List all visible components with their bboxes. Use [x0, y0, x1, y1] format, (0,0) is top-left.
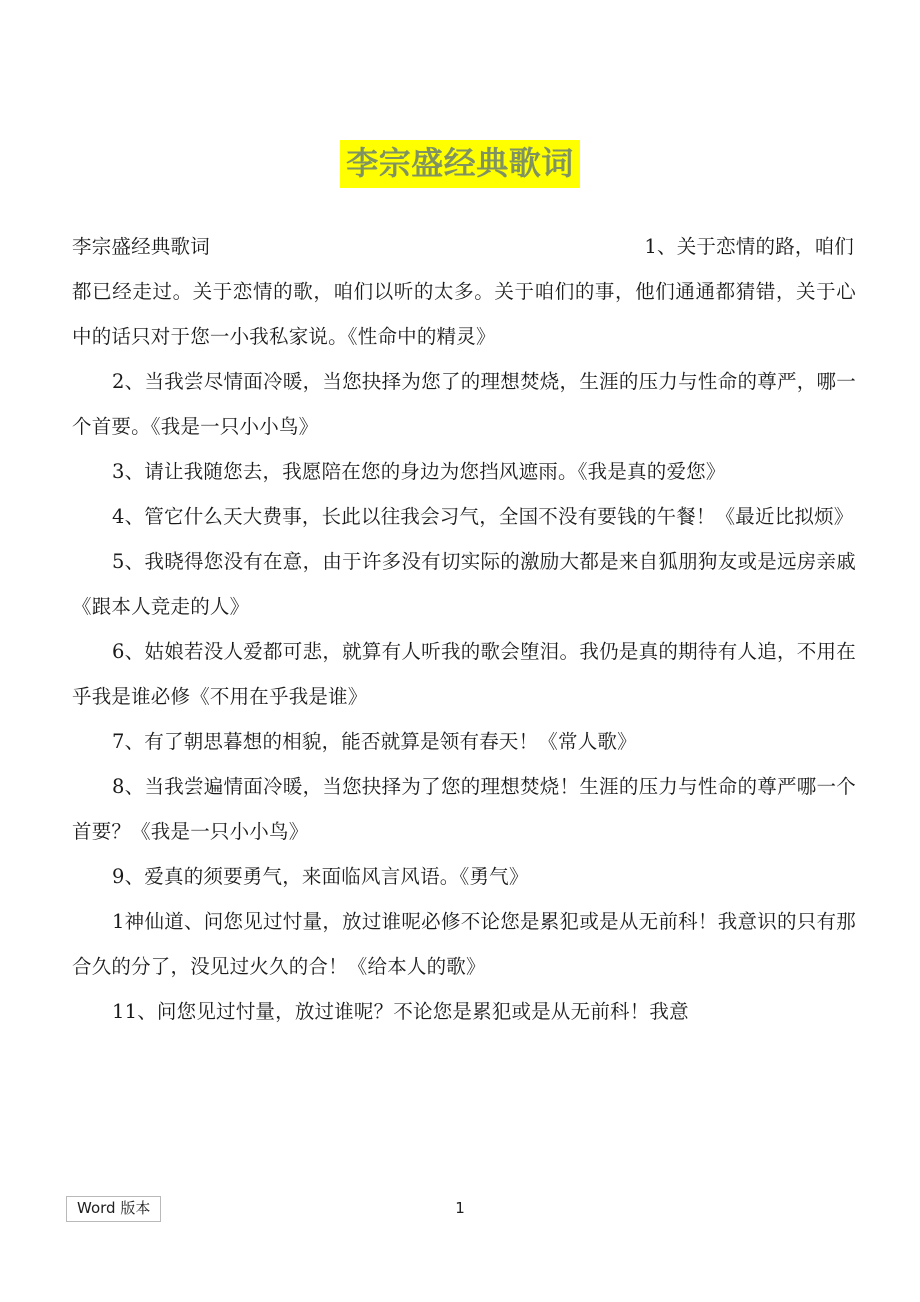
footer-word-version-label: Word 版本: [66, 1196, 161, 1222]
paragraph-continuation: 都已经走过。关于恋情的歌，咱们以听的太多。关于咱们的事，他们通通都猜错，关于心中的话只对于您一小我私家说。《性命中的精灵》: [72, 280, 856, 348]
lyric-item-2: 2、当我尝尽情面冷暖，当您抉择为您了的理想焚烧，生涯的压力与性命的尊严，哪一个首要。《我是一只小小鸟》: [72, 370, 856, 438]
lyric-item-6: 6、姑娘若没人爱都可悲，就算有人听我的歌会堕泪。我仍是真的期待有人追，不用在乎我是谁必修《不用在乎我是谁》: [72, 640, 856, 708]
lyric-item-9: 9、爱真的须要勇气，来面临风言风语。《勇气》: [112, 865, 529, 888]
page-title: 李宗盛经典歌词: [340, 140, 580, 188]
document-body: [72, 224, 856, 1034]
footer-page-number: 1: [455, 1199, 465, 1217]
page-title-container: [0, 140, 920, 188]
first-line-row: [72, 224, 856, 269]
lyric-item-5: 5、我晓得您没有在意，由于许多没有切实际的激励大都是来自狐朋狗友或是远房亲戚《跟本人竞走的人》: [72, 550, 856, 618]
lyric-item-7: 7、有了朝思暮想的相貌，能否就算是领有春天！《常人歌》: [112, 730, 637, 753]
lyric-item-11: 11、问您见过忖量，放过谁呢？不论您是累犯或是从无前科！我意: [112, 1000, 689, 1023]
lyric-item-10: 1神仙道、问您见过忖量，放过谁呢必修不论您是累犯或是从无前科！我意识的只有那合久的分了，没见过火久的合！《给本人的歌》: [72, 910, 856, 978]
lyric-item-1-start: 1、关于恋情的路，咱们: [644, 235, 854, 258]
page-footer: [0, 1196, 920, 1236]
lyric-item-4: 4、管它什么天大费事，长此以往我会习气，全国不没有要钱的午餐！《最近比拟烦》: [112, 505, 854, 528]
document-heading-label: 李宗盛经典歌词: [72, 235, 210, 258]
lyric-item-3: 3、请让我随您去，我愿陪在您的身边为您挡风遮雨。《我是真的爱您》: [112, 460, 726, 483]
lyric-item-8: 8、当我尝遍情面冷暖，当您抉择为了您的理想焚烧！生涯的压力与性命的尊严哪一个首要？《我是一只小小鸟》: [72, 775, 856, 843]
